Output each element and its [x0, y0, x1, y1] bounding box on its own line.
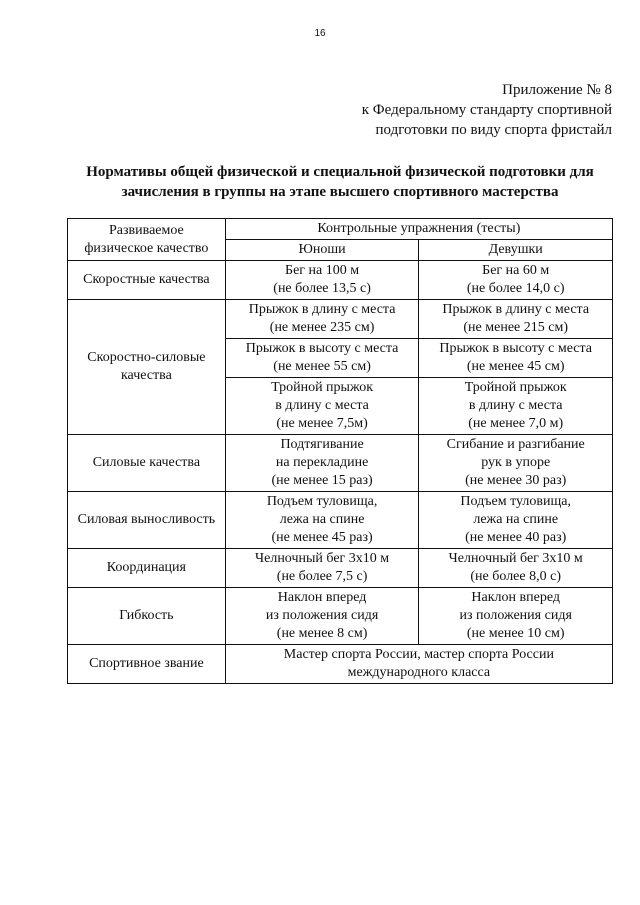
boys-cell	[225, 339, 419, 378]
cell-line: Прыжок в высоту с места	[245, 341, 399, 356]
cell-line: Подтягивание	[280, 437, 364, 452]
header-text: Развиваемое	[109, 222, 184, 238]
cell-line: (не менее 45 см)	[466, 359, 565, 374]
girls-cell	[419, 339, 613, 378]
cell-line: на перекладине	[275, 455, 369, 470]
cell-line: Бег на 60 м	[482, 263, 550, 278]
quality-cell: Гибкость	[68, 588, 226, 645]
boys-cell	[225, 378, 419, 435]
rank-cell	[225, 645, 612, 684]
cell-line: из положения сидя	[459, 608, 572, 623]
cell-line: качества	[120, 368, 172, 383]
quality-cell: Координация	[68, 549, 226, 588]
cell-line: Сгибание и разгибание	[446, 437, 585, 452]
boys-cell	[225, 300, 419, 339]
cell-line: Подъем туловища,	[266, 494, 378, 509]
table-row	[68, 300, 613, 339]
cell-line: в длину с места	[275, 398, 369, 413]
cell-line: лежа на спине	[473, 512, 559, 527]
appendix-line: Приложение № 8	[502, 82, 612, 98]
girls-cell	[419, 300, 613, 339]
quality-cell	[68, 300, 226, 435]
cell-line: Прыжок в высоту с места	[439, 341, 592, 356]
header-tests: Контрольные упражнения (тесты)	[225, 219, 612, 240]
cell-line: Бег на 100 м	[285, 263, 360, 278]
cell-line: (не менее 7,0 м)	[468, 416, 564, 431]
girls-cell	[419, 492, 613, 549]
boys-cell	[225, 549, 419, 588]
table-row	[68, 588, 613, 645]
cell-line: (не более 14,0 с)	[466, 281, 565, 296]
cell-line: Прыжок в длину с места	[442, 302, 590, 317]
table-row	[68, 261, 613, 300]
cell-line: (не менее 10 см)	[466, 626, 565, 641]
cell-line: (не менее 7,5м)	[276, 416, 368, 431]
cell-line: Наклон вперед	[471, 590, 560, 605]
cell-line: Челночный бег 3х10 м	[448, 551, 583, 566]
table-row	[68, 645, 613, 684]
header-boys: Юноши	[225, 240, 419, 261]
header-quality	[68, 219, 226, 261]
norms-table	[67, 218, 613, 684]
quality-cell: Спортивное звание	[68, 645, 226, 684]
boys-cell	[225, 435, 419, 492]
title-line: Нормативы общей физической и специальной физической подготовки для	[86, 164, 594, 180]
cell-line: (не более 8,0 с)	[470, 569, 561, 584]
cell-line: (не менее 235 см)	[269, 320, 375, 335]
girls-cell	[419, 435, 613, 492]
cell-line: (не менее 55 см)	[273, 359, 371, 374]
boys-cell	[225, 588, 419, 645]
header-text: физическое качество	[84, 240, 209, 256]
cell-line: (не менее 40 раз)	[465, 530, 567, 545]
cell-line: Прыжок в длину с места	[248, 302, 396, 317]
cell-line: Тройной прыжок	[271, 380, 374, 395]
cell-line: из положения сидя	[265, 608, 379, 623]
cell-line: Скоростно-силовые	[87, 350, 206, 365]
cell-line: (не более 13,5 с)	[273, 281, 371, 296]
girls-cell	[419, 588, 613, 645]
cell-line: в длину с места	[468, 398, 563, 413]
cell-line: Подъем туловища,	[460, 494, 571, 509]
cell-line: (не менее 15 раз)	[271, 473, 373, 488]
cell-line: (не менее 45 раз)	[271, 530, 373, 545]
girls-cell	[419, 378, 613, 435]
appendix-line: подготовки по виду спорта фристайл	[375, 122, 612, 138]
cell-line: (не более 7,5 с)	[276, 569, 368, 584]
table-row	[68, 492, 613, 549]
document-title	[70, 162, 610, 202]
cell-line: Мастер спорта России, мастер спорта России	[283, 647, 554, 662]
cell-line: (не менее 215 см)	[463, 320, 568, 335]
quality-cell: Скоростные качества	[68, 261, 226, 300]
table-header-row	[68, 219, 613, 240]
cell-line: международного класса	[347, 665, 491, 680]
girls-cell	[419, 261, 613, 300]
appendix-line: к Федеральному стандарту спортивной	[361, 102, 612, 118]
cell-line: лежа на спине	[279, 512, 365, 527]
header-girls: Девушки	[419, 240, 613, 261]
boys-cell	[225, 261, 419, 300]
cell-line: (не менее 30 раз)	[465, 473, 567, 488]
appendix-header	[362, 80, 612, 140]
cell-line: (не менее 8 см)	[276, 626, 368, 641]
cell-line: Тройной прыжок	[464, 380, 567, 395]
cell-line: Челночный бег 3х10 м	[255, 551, 390, 566]
page-number: 16	[314, 28, 326, 39]
table-row	[68, 435, 613, 492]
title-line: зачисления в группы на этапе высшего спортивного мастерства	[121, 184, 559, 200]
girls-cell	[419, 549, 613, 588]
boys-cell	[225, 492, 419, 549]
quality-cell: Силовая выносливость	[68, 492, 226, 549]
table-row	[68, 549, 613, 588]
cell-line: рук в упоре	[481, 455, 551, 470]
quality-cell: Силовые качества	[68, 435, 226, 492]
cell-line: Наклон вперед	[277, 590, 367, 605]
